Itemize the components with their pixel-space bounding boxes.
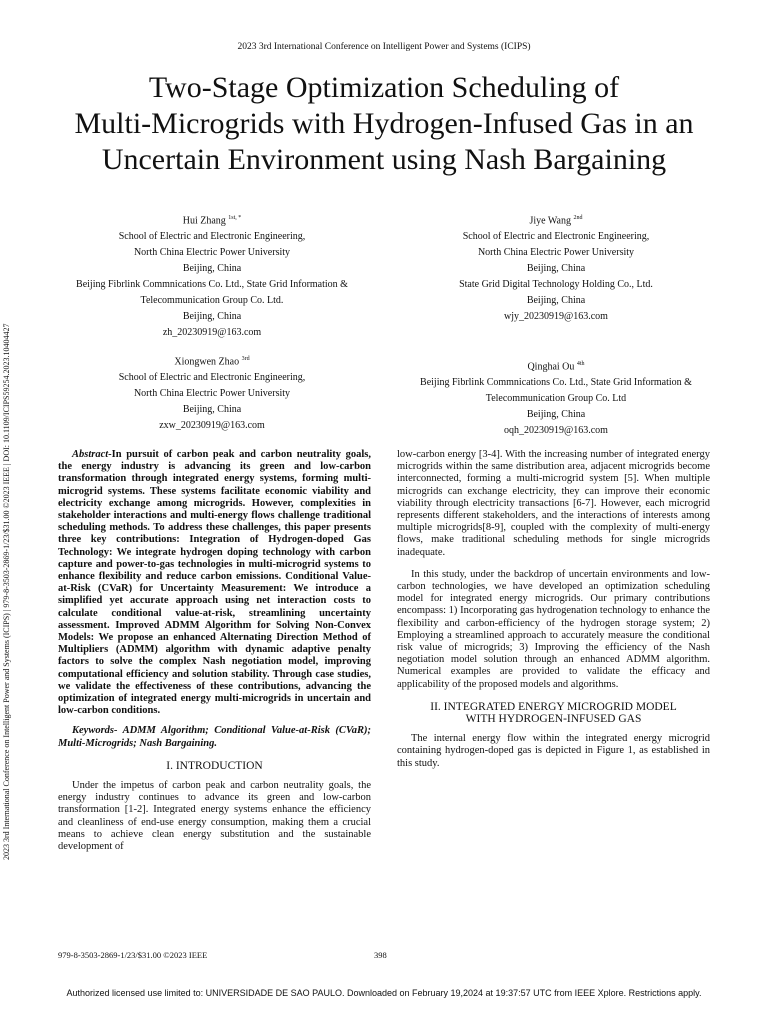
author-name: Qinghai Ou — [527, 361, 575, 373]
author-name-line — [384, 210, 728, 229]
author-location: Beijing, China — [182, 311, 242, 323]
paragraph: low-carbon energy [3-4]. With the increasing number of integrated energy microgrids within the same distribution area, adjacent microgrids become interconnected, forming a multi-microgrid system [5]. When multiple microgrids can exchange electricity, they can improve their economic viability through electricity transactions [6-7]. However, each microgrid represents different stakeholders, and the interactions of interests among multiple microgrids[8-9], coupled with the complexity of multi-energy flows, make traditional scheduling methods for single microgrids inadequate. — [397, 449, 710, 558]
footer-isbn: 979-8-3503-2869-1/23/$31.00 ©2023 IEEE — [58, 950, 208, 960]
section-heading-introduction: I. INTRODUCTION — [166, 759, 263, 772]
title-line-2: Multi-Microgrids with Hydrogen-Infused Gas in an — [74, 107, 694, 140]
author-order: 4th — [576, 361, 585, 367]
author-affiliation: Telecommunication Group Co. Ltd — [485, 393, 627, 405]
author-affiliation: North China Electric Power University — [133, 388, 291, 400]
author-email: zxw_20230919@163.com — [159, 420, 265, 432]
section-heading-line-2: WITH HYDROGEN-INFUSED GAS — [465, 713, 642, 726]
title-line-1: Two-Stage Optimization Scheduling of — [148, 71, 620, 104]
author-affiliation: Beijing Fibrlink Commnications Co. Ltd., State Grid Information & — [420, 377, 692, 389]
author-location: Beijing, China — [526, 295, 586, 307]
author-block-4 — [384, 356, 728, 439]
doi-sidebar — [2, 160, 14, 860]
author-block-1 — [40, 210, 384, 341]
paragraph: Under the impetus of carbon peak and carbon neutrality goals, the energy industry continues to advance its green and low-carbon transformation [1-2]. Integrated energy systems enhance the efficiency and cleanliness of end-use energy consumption, making them a crucial means to achieve clean energy substitution and the sustainable development of — [58, 780, 371, 853]
author-order: 2nd — [573, 215, 583, 221]
paragraph: In this study, under the backdrop of uncertain environments and low-carbon technologies, we have developed an optimization scheduling model for integrated energy microgrids. Our primary contributions encompass: 1) Incorporating gas hydrogenation technology to enhance the flexibility and carbon-efficiency of the hydrogen storage system; 2) Employing a streamlined approach to accurately measure the conditional risk value of microgrids; 3) Improving the efficiency of the Nash negotiation model solution through an enhanced ADMM algorithm. Numerical examples are provided to validate the efficacy and applicability of the proposed models and algorithms. — [397, 568, 710, 690]
author-affiliation: Telecommunication Group Co. Ltd. — [140, 295, 284, 307]
author-name: Jiye Wang — [529, 215, 571, 227]
author-affiliation: School of Electric and Electronic Engineering, — [118, 231, 306, 243]
title-line-3: Uncertain Environment using Nash Bargaining — [101, 143, 667, 176]
author-affiliation: North China Electric Power University — [133, 247, 291, 259]
section-heading-model — [397, 701, 710, 725]
author-affiliation: North China Electric Power University — [477, 247, 635, 259]
author-affiliation: State Grid Digital Technology Holding Co., Ltd. — [459, 279, 653, 291]
author-location: Beijing, China — [182, 404, 242, 416]
keywords: Keywords- ADMM Algorithm; Conditional Value-at-Risk (CVaR); Multi-Microgrids; Nash Bargaining. — [58, 725, 371, 749]
author-name-line — [40, 210, 384, 229]
right-column — [397, 449, 710, 770]
doi-sidebar-text: 2023 3rd International Conference on Intelligent Power and Systems (ICIPS) | 979-8-3503-2869-1/23/$31.00 ©2023 IEEE | DOI: 10.1109/ICIPS59254.2023.10404427 — [2, 323, 11, 860]
author-name-line — [384, 356, 728, 375]
author-affiliation: School of Electric and Electronic Engineering, — [118, 372, 306, 384]
abstract — [58, 449, 371, 717]
author-location: Beijing, China — [526, 409, 586, 421]
author-name-line — [40, 351, 384, 370]
author-order: 1st, * — [228, 215, 242, 221]
page-number: 398 — [374, 950, 387, 960]
author-email: wjy_20230919@163.com — [504, 311, 608, 323]
paragraph: The internal energy flow within the integrated energy microgrid containing hydrogen-doped gas is depicted in Figure 1, as established in this study. — [397, 733, 710, 769]
author-email: zh_20230919@163.com — [162, 327, 262, 339]
author-email: oqh_20230919@163.com — [504, 425, 608, 437]
abstract-text: -In pursuit of carbon peak and carbon neutrality goals, the energy industry is advancing its green and low-carbon transformation through integrated energy systems, forming multi-microgrid systems. These systems facilitate economic viability and electricity exchange among microgrids. However, complexities in stakeholder interactions and multi-energy flows challenge traditional scheduling methods. To address these challenges, this paper presents three key contributions: Integration of Hydrogen-doped Gas Technology: We integrate hydrogen doping technology with carbon capture and power-to-gas technologies in multi-microgrid systems to enhance flexibility and reduce carbon emissions. Conditional Value-at-Risk (CVaR) for Uncertainty Measurement: We introduce a simplified yet accurate approach using net interaction costs to calculate conditional value-at-risk, streamlining uncertainty assessment. Improved ADMM Algorithm for Solving Non-Convex Models: We propose an enhanced Alternating Direction Method of Multipliers (ADMM) algorithm with dynamic adaptive penalty factors to solve the complex Nash negotiation model, improving computational efficiency and solution stability. Through case studies, we validate the effectiveness of these contributions, advancing the optimization of integrated energy multi-microgrids in uncertain and low-carbon conditions. — [58, 449, 371, 717]
left-column — [58, 449, 371, 853]
author-affiliation: School of Electric and Electronic Engineering, — [462, 231, 650, 243]
author-name: Xiongwen Zhao — [174, 356, 240, 368]
author-block-3 — [40, 351, 384, 434]
author-order: 3rd — [241, 356, 250, 362]
author-block-2 — [384, 210, 728, 325]
abstract-label: Abstract — [72, 449, 109, 460]
license-notice: Authorized licensed use limited to: UNIVERSIDADE DE SAO PAULO. Downloaded on February 19,2024 at 19:37:57 UTC from IEEE Xplore. Restrictions apply. — [66, 988, 702, 998]
author-location: Beijing, China — [182, 263, 242, 275]
author-location: Beijing, China — [526, 263, 586, 275]
paper-title — [40, 70, 728, 178]
conference-header: 2023 3rd International Conference on Intelligent Power and Systems (ICIPS) — [237, 42, 531, 52]
author-affiliation: Beijing Fibrlink Commnications Co. Ltd., State Grid Information & — [76, 279, 348, 291]
section-heading-line-1: II. INTEGRATED ENERGY MICROGRID MODEL — [430, 700, 677, 713]
author-name: Hui Zhang — [182, 215, 226, 227]
